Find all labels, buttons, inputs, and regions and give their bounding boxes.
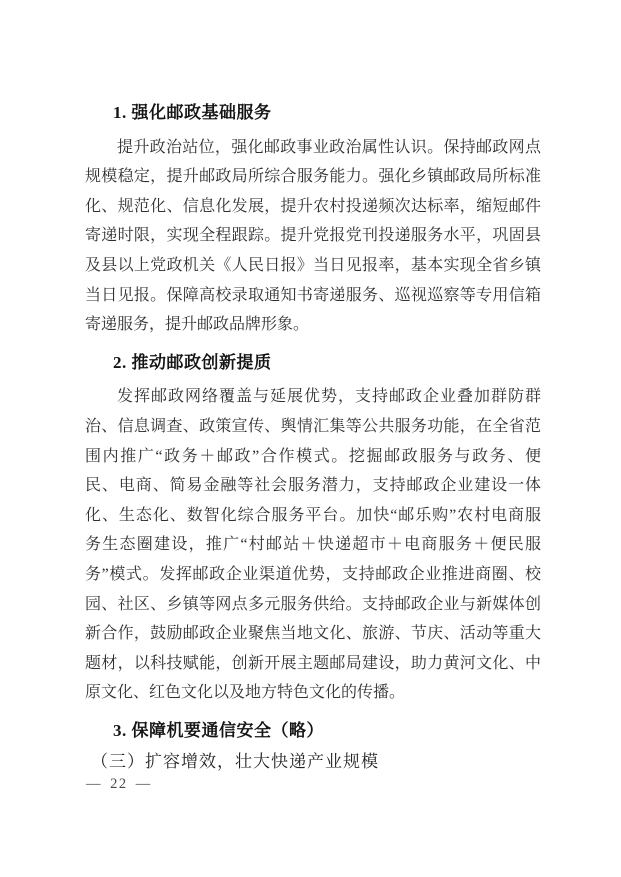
paragraph-line: 原文化、红色文化以及地方特色文化的传播。	[85, 684, 406, 702]
paragraph-line: 新合作，鼓励邮政企业聚焦当地文化、旅游、节庆、活动等重大	[85, 625, 541, 643]
paragraph-line: 化、规范化、信息化发展，提升农村投递频次达标率，缩短邮件	[85, 197, 541, 215]
paragraph-line: 规模稳定，提升邮政局所综合服务能力。强化乡镇邮政局所标准	[85, 168, 541, 186]
paragraph-line: 治、信息调查、政策宣传、舆情汇集等公共服务功能，在全省范	[85, 417, 541, 435]
paragraph-line: 提升政治站位，强化邮政事业政治属性认识。保持邮政网点	[117, 138, 541, 156]
paragraph-line: 寄递时限，实现全程跟踪。提升党报党刊投递服务水平，巩固县	[85, 227, 541, 245]
subsection-heading: （三）扩容增效，壮大快递产业规模	[91, 752, 379, 772]
paragraph-line: 及县以上党政机关《人民日报》当日见报率，基本实现全省乡镇	[85, 256, 541, 274]
paragraph-line: 题材，以科技赋能，创新开展主题邮局建设，助力黄河文化、中	[85, 654, 541, 672]
paragraph-line: 围内推广“政务＋邮政”合作模式。挖掘邮政服务与政务、便	[85, 447, 541, 465]
paragraph-line: 园、社区、乡镇等网点多元服务供给。支持邮政企业与新媒体创	[85, 595, 541, 613]
paragraph-2	[85, 382, 541, 708]
section-heading-1: 1. 强化邮政基础服务	[113, 103, 272, 122]
document-content	[85, 98, 541, 777]
section-heading-3: 3. 保障机要通信安全（略）	[113, 720, 324, 740]
paragraph-line: 务生态圈建设，推广“村邮站＋快递超市＋电商服务＋便民服	[85, 536, 541, 554]
section-heading-2: 2. 推动邮政创新提质	[113, 352, 272, 372]
paragraph-1	[85, 133, 541, 340]
paragraph-line: 发挥邮政网络覆盖与延展优势，支持邮政企业叠加群防群	[117, 388, 541, 406]
paragraph-line: 民、电商、简易金融等社会服务潜力，支持邮政企业建设一体	[85, 477, 541, 495]
paragraph-line: 务”模式。发挥邮政企业渠道优势，支持邮政企业推进商圈、校	[85, 565, 541, 583]
paragraph-line: 寄递服务，提升邮政品牌形象。	[85, 316, 310, 334]
paragraph-line: 化、生态化、数智化综合服务平台。加快“邮乐购”农村电商服	[85, 506, 541, 524]
paragraph-line: 当日见报。保障高校录取通知书寄递服务、巡视巡察等专用信箱	[85, 286, 541, 304]
page-number-footer: — 22 —	[86, 776, 152, 792]
